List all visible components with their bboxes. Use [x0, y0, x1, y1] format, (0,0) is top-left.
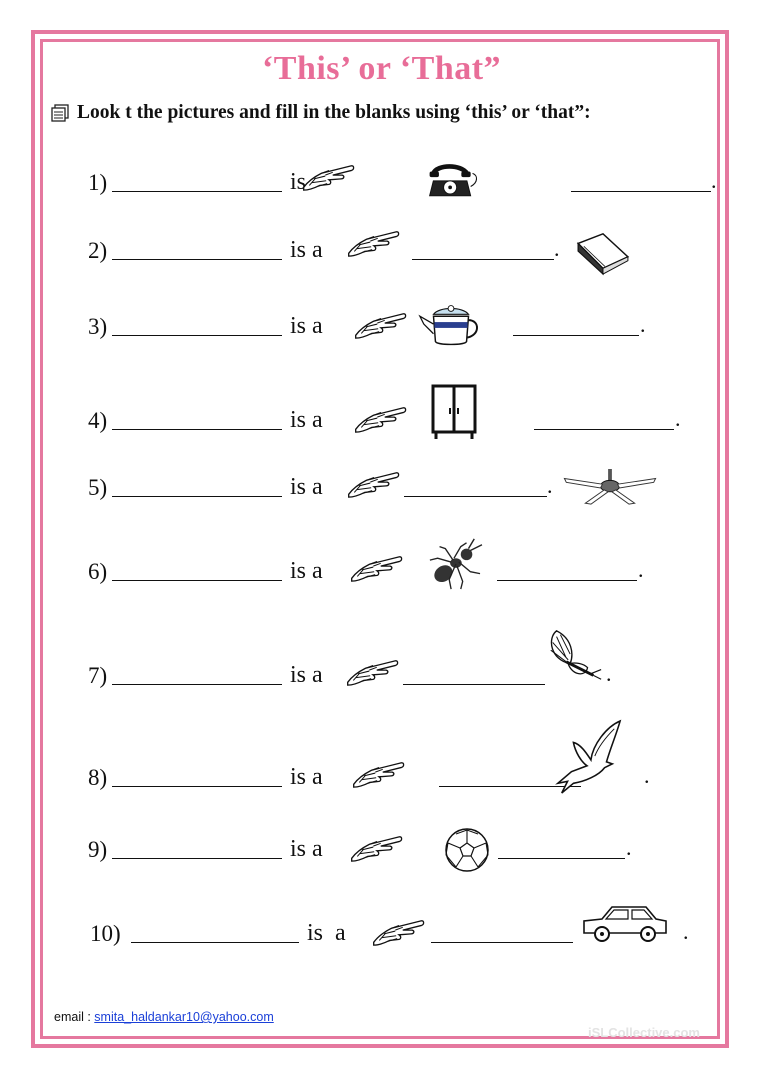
answer-blank-2[interactable] — [513, 335, 639, 336]
answer-blank-1[interactable] — [112, 684, 282, 685]
pointing-hand-icon — [300, 162, 358, 192]
question-row-4 — [0, 396, 763, 436]
question-number: 6) — [88, 559, 108, 584]
end-dot: . — [554, 236, 560, 261]
answer-blank-1[interactable] — [131, 942, 299, 943]
end-dot: . — [675, 406, 681, 431]
question-phrase: is — [290, 169, 307, 195]
answer-blank-1[interactable] — [112, 786, 282, 787]
end-dot: . — [606, 661, 612, 686]
email-link[interactable]: smita_haldankar10@yahoo.com — [94, 1010, 274, 1024]
question-phrase: is a — [307, 920, 346, 946]
question-row-9 — [0, 825, 763, 865]
pointing-hand-icon — [348, 553, 406, 583]
question-phrase: is a — [290, 836, 323, 862]
book-icon — [574, 230, 632, 276]
question-row-8 — [0, 753, 763, 793]
question-number: 7) — [88, 663, 108, 688]
answer-blank-2[interactable] — [571, 191, 711, 192]
pointing-hand-icon — [345, 469, 403, 499]
ant-icon — [424, 537, 484, 591]
question-number: 8) — [88, 765, 108, 790]
watermark: iSLCollective.com — [588, 1025, 700, 1040]
answer-blank-2[interactable] — [403, 684, 545, 685]
question-phrase: is a — [290, 558, 323, 584]
answer-blank-1[interactable] — [112, 191, 282, 192]
question-phrase: is a — [290, 764, 323, 790]
answer-blank-1[interactable] — [112, 259, 282, 260]
footer-email — [54, 1010, 274, 1024]
question-phrase: is a — [290, 237, 323, 263]
answer-blank-1[interactable] — [112, 858, 282, 859]
answer-blank-1[interactable] — [112, 580, 282, 581]
question-phrase: is a — [290, 662, 323, 688]
end-dot: . — [683, 919, 689, 944]
end-dot: . — [711, 168, 717, 193]
answer-blank-2[interactable] — [404, 496, 547, 497]
answer-blank-2[interactable] — [498, 858, 625, 859]
pointing-hand-icon — [348, 833, 406, 863]
pointing-hand-icon — [344, 657, 402, 687]
ball-icon — [444, 827, 490, 873]
notebook-icon — [50, 104, 70, 122]
car-icon — [580, 901, 670, 951]
question-number: 1) — [88, 170, 108, 195]
answer-blank-2[interactable] — [431, 942, 573, 943]
telephone-icon — [424, 158, 480, 200]
answer-blank-2[interactable] — [497, 580, 637, 581]
question-number: 10) — [90, 921, 121, 946]
end-dot: . — [626, 835, 632, 860]
end-dot: . — [644, 763, 650, 788]
bird-icon — [552, 719, 624, 797]
end-dot: . — [640, 312, 646, 337]
question-number: 5) — [88, 475, 108, 500]
end-dot: . — [638, 557, 644, 582]
question-row-5 — [0, 463, 763, 503]
answer-blank-1[interactable] — [112, 335, 282, 336]
question-number: 3) — [88, 314, 108, 339]
end-dot: . — [547, 473, 553, 498]
instruction-line — [50, 102, 591, 124]
cupboard-icon — [430, 384, 478, 440]
ceiling-fan-icon — [562, 469, 658, 507]
worksheet-title: ‘This’ or ‘That” — [261, 50, 502, 87]
answer-blank-1[interactable] — [112, 496, 282, 497]
question-phrase: is a — [290, 313, 323, 339]
answer-blank-1[interactable] — [112, 429, 282, 430]
pointing-hand-icon — [345, 228, 403, 258]
question-row-6 — [0, 547, 763, 587]
question-phrase: is a — [290, 474, 323, 500]
question-row-2 — [0, 226, 763, 266]
answer-blank-2[interactable] — [412, 259, 554, 260]
question-row-1 — [0, 158, 763, 198]
question-number: 4) — [88, 408, 108, 433]
question-row-10 — [0, 909, 763, 949]
question-phrase: is a — [290, 407, 323, 433]
answer-blank-2[interactable] — [534, 429, 674, 430]
question-number: 2) — [88, 238, 108, 263]
pointing-hand-icon — [370, 917, 428, 947]
pointing-hand-icon — [352, 404, 410, 434]
pointing-hand-icon — [352, 310, 410, 340]
question-row-7 — [0, 651, 763, 691]
question-row-3 — [0, 302, 763, 342]
instruction-text: Look t the pictures and fill in the blanks using ‘this’ or ‘that”: — [77, 102, 591, 123]
question-number: 9) — [88, 837, 108, 862]
butterfly-icon — [543, 625, 605, 687]
teapot-icon — [416, 302, 486, 348]
email-label: email : — [54, 1010, 95, 1024]
pointing-hand-icon — [350, 759, 408, 789]
